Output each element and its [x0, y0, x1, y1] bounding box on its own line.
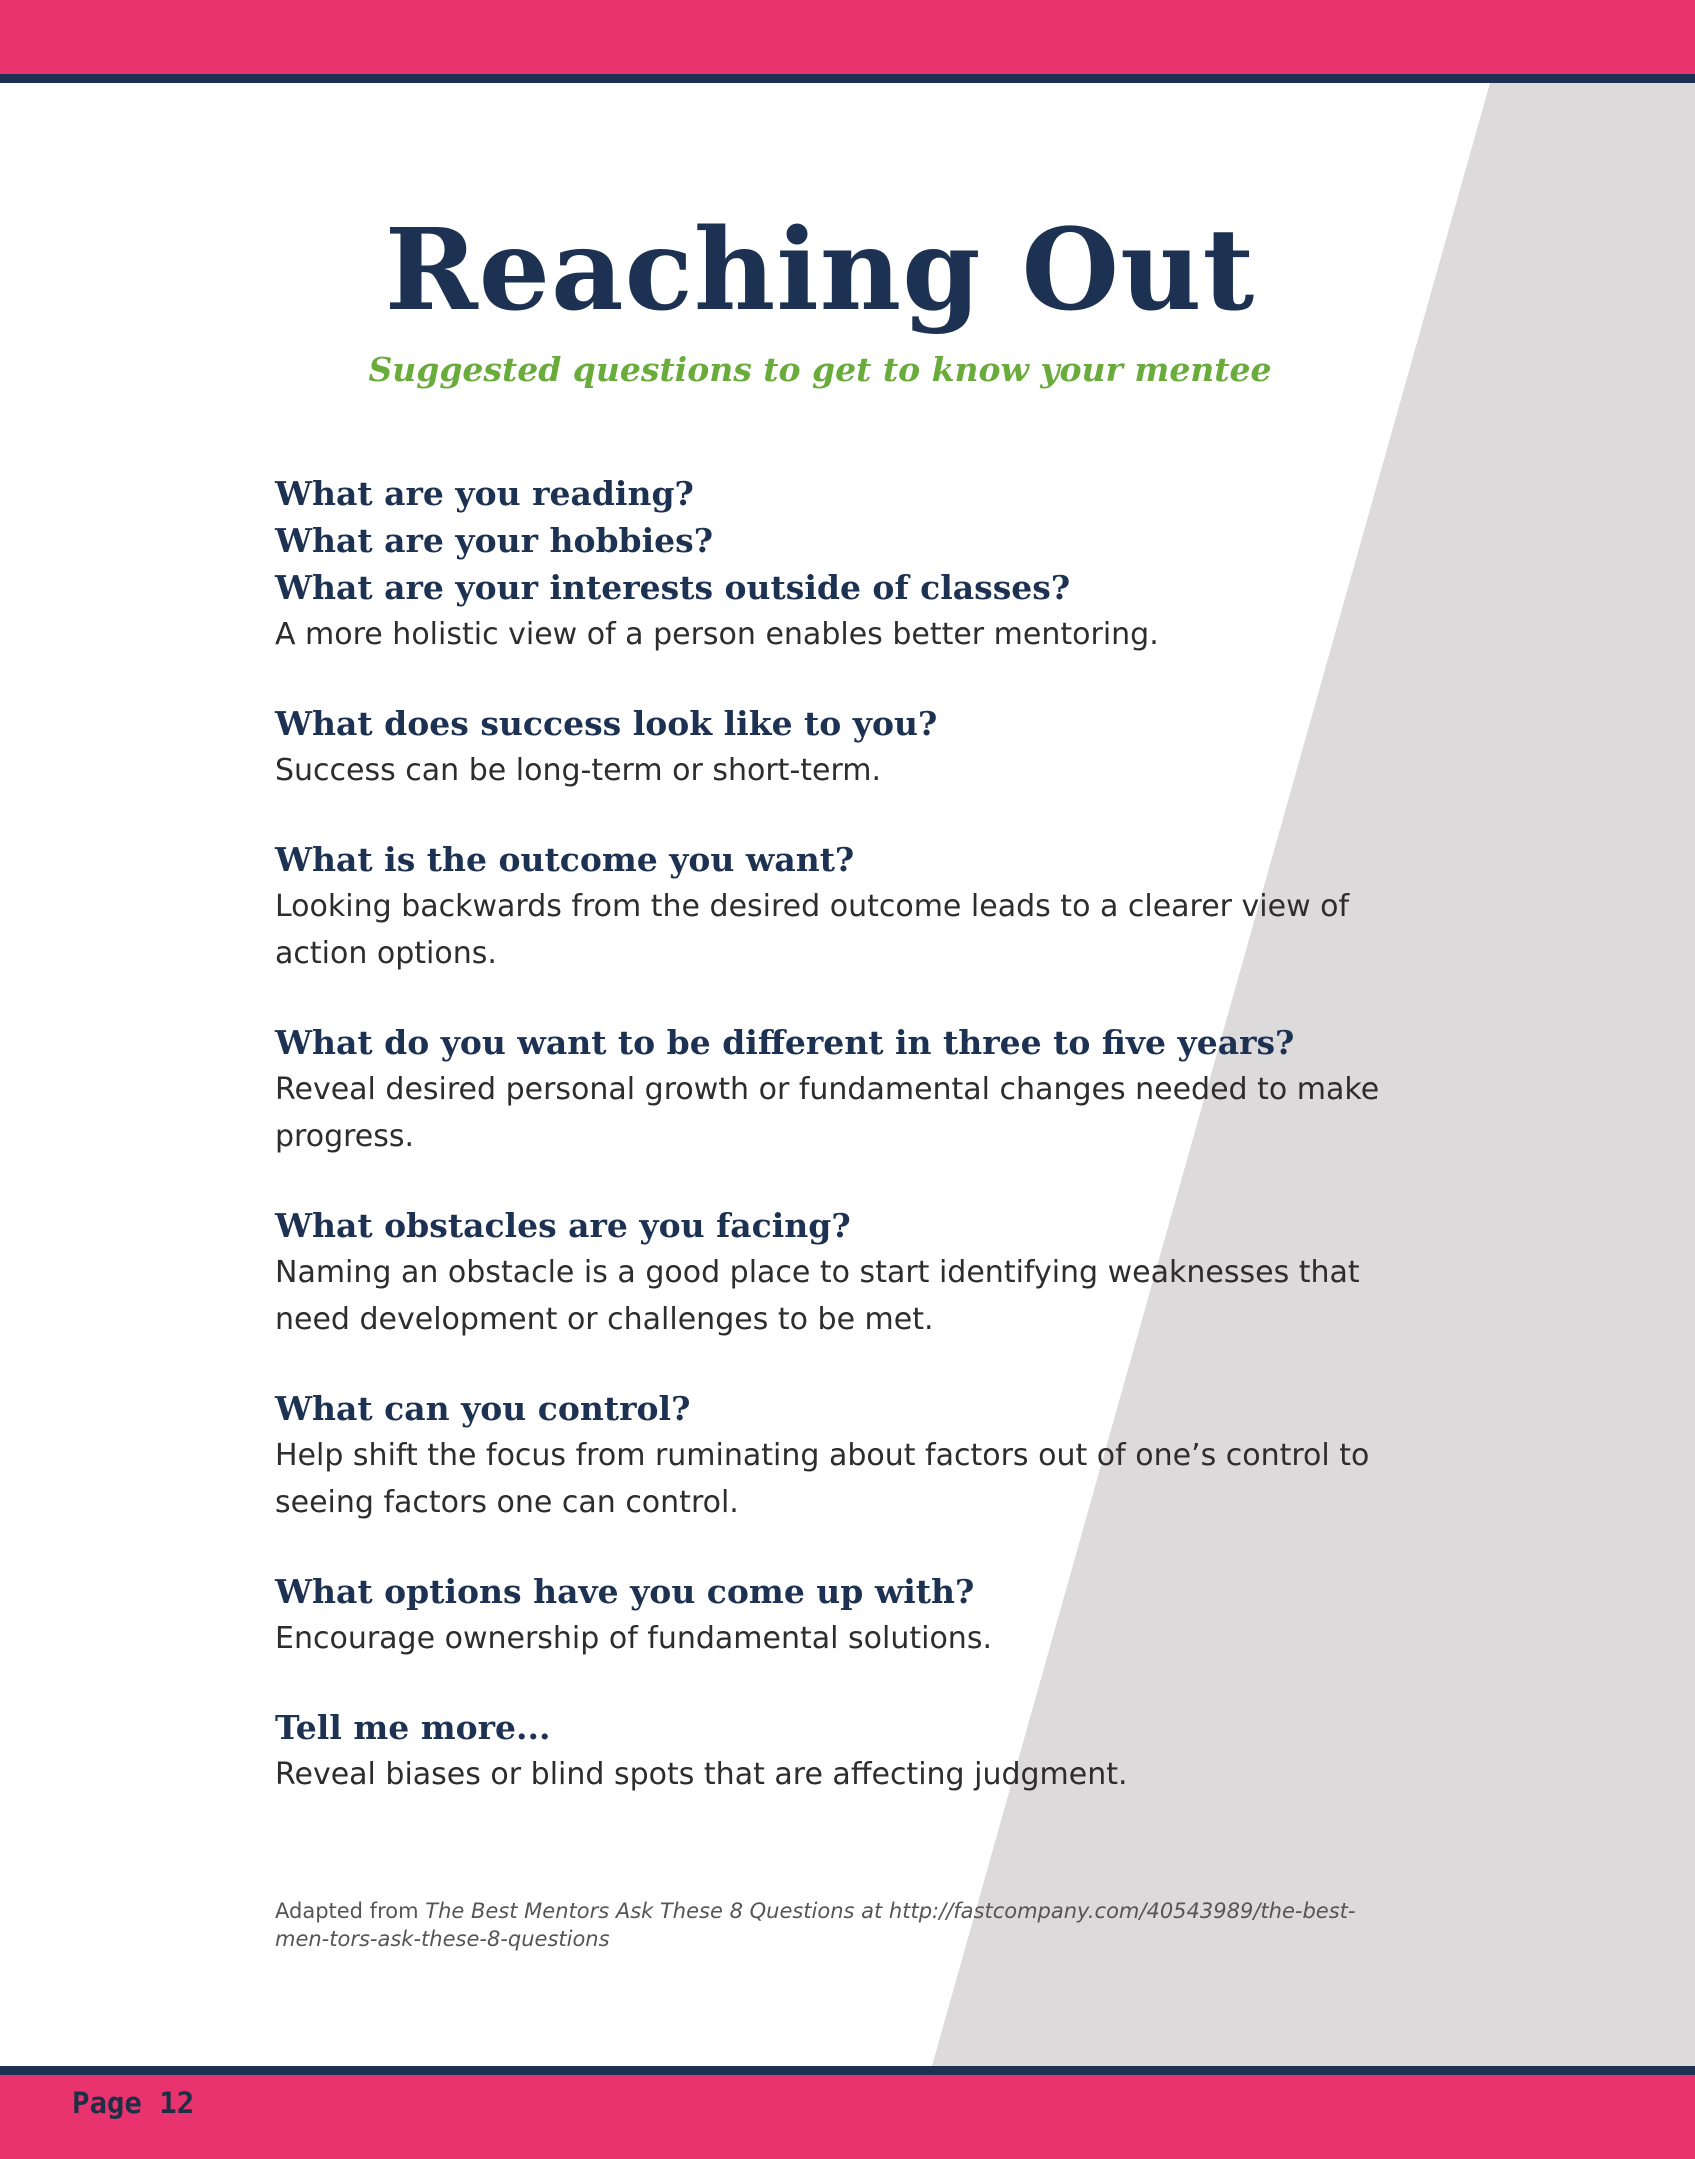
citation-work: The Best Mentors Ask These 8 Questions at http://fastcompany.com/40543989/the-best-men-tors-ask-these-8-questions	[275, 1899, 1356, 1951]
question-group	[275, 700, 1395, 794]
citation-prefix: Adapted from	[275, 1899, 419, 1923]
page-subtitle: Suggested questions to get to know your mentee	[368, 350, 1272, 389]
question: What does success look like to you?	[275, 704, 938, 743]
question-note: Reveal desired personal growth or fundamental changes needed to make progress.	[275, 1072, 1380, 1154]
question: What obstacles are you facing?	[275, 1206, 851, 1245]
question: What is the outcome you want?	[275, 840, 855, 879]
question-group	[275, 1385, 1395, 1526]
question-group	[275, 1568, 1395, 1662]
question-group	[275, 1202, 1395, 1343]
footer-band	[0, 2075, 1695, 2159]
question: What are you reading?	[275, 474, 694, 513]
question-note: Naming an obstacle is a good place to start identifying weaknesses that need development or challenges to be met.	[275, 1255, 1360, 1337]
question-note: A more holistic view of a person enables better mentoring.	[275, 617, 1159, 652]
question-group	[275, 1019, 1395, 1160]
question: What can you control?	[275, 1389, 691, 1428]
question-note: Encourage ownership of fundamental solutions.	[275, 1621, 992, 1656]
question-note: Looking backwards from the desired outcome leads to a clearer view of action options.	[275, 889, 1350, 971]
question: Tell me more...	[275, 1708, 551, 1747]
question: What options have you come up with?	[275, 1572, 975, 1611]
question-note: Success can be long-term or short-term.	[275, 753, 882, 788]
question-group	[275, 836, 1395, 977]
question: What are your hobbies?	[275, 521, 714, 560]
source-citation	[275, 1897, 1385, 1953]
question-note: Help shift the focus from ruminating about factors out of one’s control to seeing factors one can control.	[275, 1438, 1370, 1520]
page-title: Reaching Out	[384, 205, 1256, 336]
question: What are your interests outside of classes?	[275, 568, 1071, 607]
footer-rule	[0, 2066, 1695, 2075]
question-note: Reveal biases or blind spots that are affecting judgment.	[275, 1757, 1128, 1792]
question-group	[275, 470, 1395, 658]
questions-list	[275, 470, 1395, 1840]
page-number: Page 12	[72, 2086, 195, 2120]
question: What do you want to be different in three to five years?	[275, 1023, 1295, 1062]
question-group	[275, 1704, 1395, 1798]
